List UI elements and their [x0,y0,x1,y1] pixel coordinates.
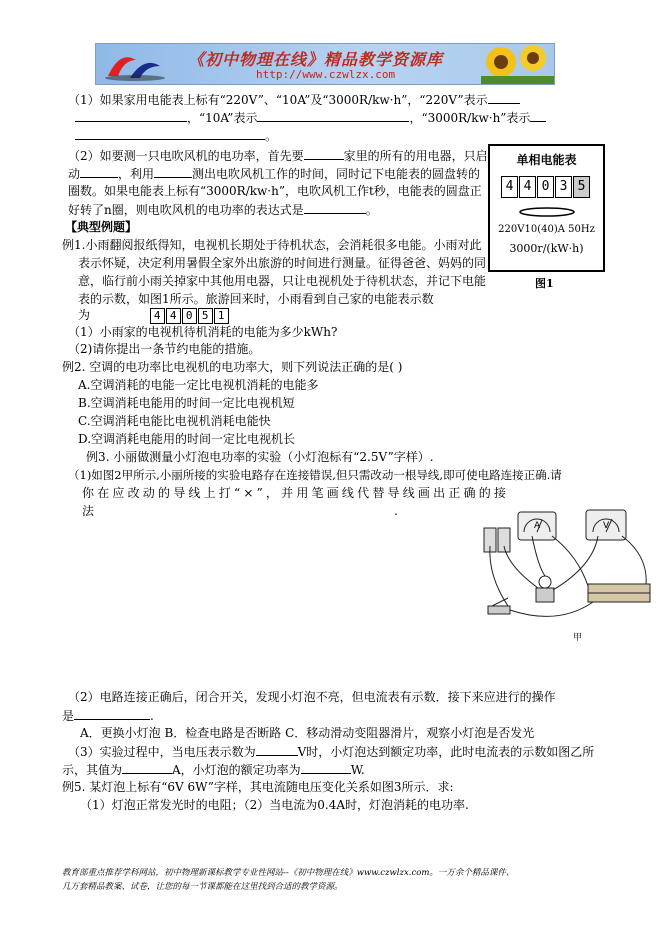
ex3-part2-line1: （2）电路连接正确后，闭合开关，发现小灯泡不亮，但电流表有示数．接下来应进行的操作 [68,690,556,704]
ex1-line3: 意，临行前小雨关掉家中其他用电器，只让电视机处于待机状态，并记下电能 [78,274,487,288]
ex3-part1-line2: 你在应改动的导线上打“×”，并用笔画线代替导线画出正确的接 [82,486,510,500]
banner-url: http://www.czwlzx.com [256,68,396,81]
meter-disc-icon [518,206,576,218]
ex1-question1: （1）小雨家的电视机待机消耗的电能为多少kWh? [68,325,338,339]
reading-digit: 4 [150,308,165,324]
footer-line1: 教育部重点推荐学科网站，初中物理新课标教学专业性网站--《初中物理在线》www.czwlzx.com。一万余个精品课件、 [62,868,515,878]
typical-heading: 【典型例题】 [65,220,138,234]
meter-digit: 4 [501,176,518,198]
meter-digit: 5 [573,176,590,198]
q2-line3: 圈数。如果电能表上标有“3000R/kw·h”，电吹风机工作t秒，电能表的圆盘正 [68,184,482,198]
meter-digit: 4 [519,176,536,198]
q2-line4: 好转了n圈，则电吹风机的电功率的表达式是 。 [68,203,378,217]
ex1-line4: 表的示数，如图1所示。旅游回来时，小雨看到自己家的电能表示数 [78,292,434,306]
header-banner [95,43,555,85]
ex3-stem: 例3. 小丽做测量小灯泡电功率的实验（小灯泡标有“2.5V”字样）. [86,450,434,464]
ex1-line5: 为 4 4 0 5 1 [78,307,230,324]
banner-title: 《初中物理在线》精品教学资源库 [188,50,444,69]
reading-digit: 0 [182,308,197,324]
ex1-line2: 表示怀疑，决定利用暑假全家外出旅游的时间进行测量。征得爸爸、妈妈的同 [78,256,487,270]
meter-digit: 0 [537,176,554,198]
ex2-option-a: A.空调消耗的电能一定比电视机消耗的电能多 [78,378,319,392]
ex5-stem: 例5. 某灯泡上标有“6V 6W”字样，其电流随电压变化关系如图3所示．求: [62,780,454,794]
ex3-part2-options: A．更换小灯泡 B．检查电路是否断路 C．移动滑动变阻器滑片，观察小灯泡是否发光 [80,726,535,740]
meter-spec: 220V10(40)A 50Hz [498,224,595,235]
ex1-line1: 例1.小雨翻阅报纸得知，电视机长期处于待机状态，会消耗很多电能。小雨对此 [62,238,482,252]
ex3-part3-line2: 示，其值为 A，小灯泡的额定功率为 W. [62,763,365,777]
figure-label: 甲 [573,633,583,643]
ex2-option-b: B.空调消耗电能用的时间一定比电视机短 [78,396,295,410]
reading-digit: 1 [214,308,229,324]
circuit-figure [478,506,658,646]
q2-line1: （2）如要测一只电吹风机的电功率，首先要 家里的所有的用电器，只启 [68,149,488,163]
ex2-option-d: D.空调消耗电能用的时间一定比电视机长 [78,432,296,446]
voltmeter-label: V [603,521,610,531]
meter-rate: 3000r/(kW·h) [509,242,584,255]
sunflower-icon [481,44,554,84]
meter-title: 单相电能表 [516,153,577,167]
ammeter-label: A [534,521,541,531]
figure1-caption: 图1 [535,277,554,290]
ex3-part1-dot: . [394,504,398,518]
q2-line2: 动 ，利用 测出电吹风机工作的时间，同时记下电能表的圆盘转的 [68,167,481,181]
ex3-part1-line3: 法 [82,504,95,518]
reading-digit: 5 [198,308,213,324]
reading-digit: 4 [166,308,181,324]
ex3-part1-line1: （1)如图2甲所示,小丽所接的实验电路存在连接错误,但只需改动一根导线,即可使电路连接正确.请 [68,468,562,482]
q1-line1: （1）如果家用电能表上标有“220V”、“10A”及“3000R/kw·h”，“220V”表示 [68,91,520,108]
ex1-question2: （2)请你提出一条节约电能的措施。 [68,342,261,356]
ex3-part2-line2: 是 . [62,709,154,723]
ex3-part3-line1: （3）实验过程中，当电压表示数为 V时，小灯泡达到额定功率，此时电流表的示数如图乙所 [68,745,595,759]
logo-icon [100,46,170,82]
meter-digit: 3 [555,176,572,198]
ex2-stem: 例2. 空调的电功率比电视机的电功率大，则下列说法正确的是( ) [62,360,403,374]
q1-line2: ，“10A”表示 ，“3000R/kw·h”表示 [75,109,546,126]
q1-line3: 。 [75,127,277,144]
footer-line2: 几万套精品教案、试卷，让您的每一节课都能在这里找到合适的教学资源。 [62,882,343,892]
ex2-option-c: C.空调消耗电能比电视机消耗电能快 [78,414,271,428]
energy-meter-figure [488,144,605,272]
ex5-questions: （1）灯泡正常发光时的电阻；（2）当电流为0.4A时，灯泡消耗的电功率. [80,798,469,812]
